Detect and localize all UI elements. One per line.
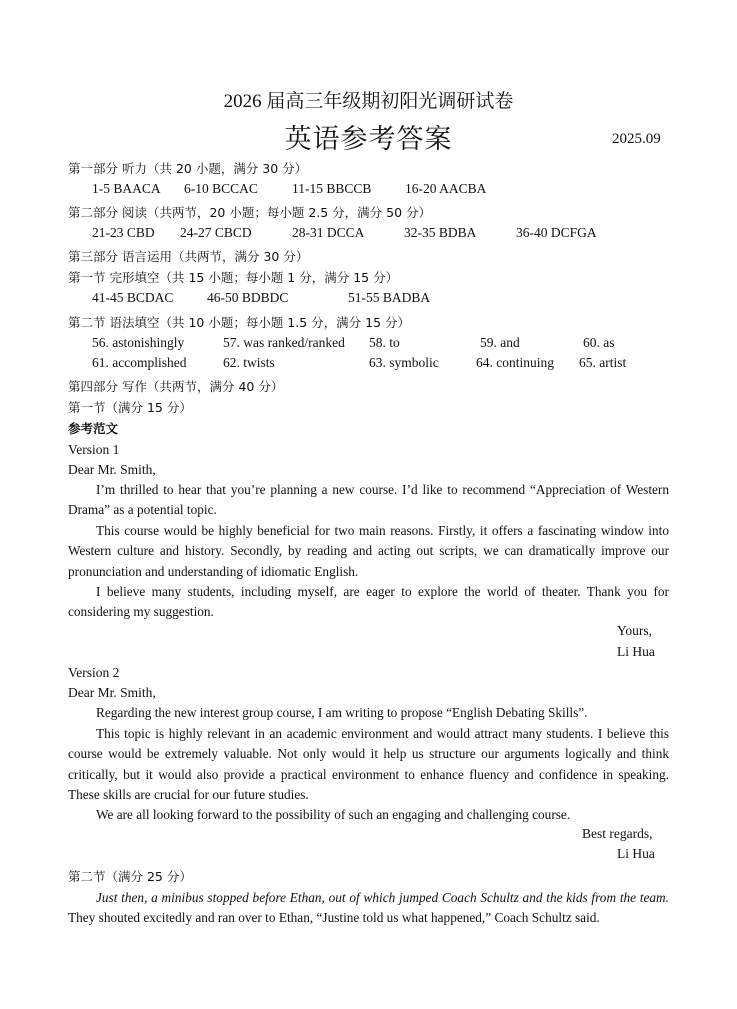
grammar-answer: 63. symbolic <box>369 355 439 370</box>
answer-group: 41-45 BCDAC <box>92 290 174 305</box>
answer-group: 36-40 DCFGA <box>516 225 597 240</box>
part3-section2-heading: 第二节 语法填空（共 10 小题；每小题 1.5 分，满分 15 分） <box>68 315 411 330</box>
grammar-answer: 62. twists <box>223 355 275 370</box>
answer-group: 51-55 BADBA <box>348 290 431 305</box>
version2-label: Version 2 <box>68 665 120 680</box>
answer-group: 6-10 BCCAC <box>184 181 258 196</box>
grammar-answer: 65. artist <box>579 355 627 370</box>
grammar-answer: 60. as <box>583 335 615 350</box>
version1-signature: Li Hua <box>617 644 655 659</box>
part4-section1-heading: 第一节（满分 15 分） <box>68 400 192 415</box>
sample-label: 参考范文 <box>68 421 119 436</box>
version2-signature: Li Hua <box>617 846 655 861</box>
grammar-answer: 56. astonishingly <box>92 335 185 350</box>
continuation-paragraph <box>68 888 669 929</box>
version2-greeting: Dear Mr. Smith, <box>68 685 156 700</box>
answer-group: 11-15 BBCCB <box>292 181 372 196</box>
document-date: 2025.09 <box>612 131 661 147</box>
answer-group: 32-35 BDBA <box>404 225 477 240</box>
document-subtitle: 英语参考答案 <box>284 124 453 154</box>
version2-paragraph: Regarding the new interest group course, I am writing to propose “English Debating Skills”. <box>96 705 588 720</box>
version2-paragraph: This topic is highly relevant in an academic environment and would attract many students. I believe this course would be extremely valuable. Not only would it help us structure our arguments logically and think critically, but it would also provide a practical environment to enhance fluency and confidence in speaking. These skills are crucial for our future studies. <box>68 726 669 803</box>
version2-closing: Best regards, <box>582 826 653 841</box>
answer-group: 28-31 DCCA <box>292 225 365 240</box>
continuation-italic-text: Just then, a minibus stopped before Ethan, out of which jumped Coach Schultz and the kids from the team. <box>96 890 669 905</box>
grammar-answer: 57. was ranked/ranked <box>223 335 345 350</box>
part2-heading: 第二部分 阅读（共两节，20 小题；每小题 2.5 分，满分 50 分） <box>68 205 432 220</box>
answer-group: 1-5 BAACA <box>92 181 161 196</box>
part1-heading: 第一部分 听力（共 20 小题，满分 30 分） <box>68 161 308 176</box>
document-title: 2026 届高三年级期初阳光调研试卷 <box>223 91 514 112</box>
continuation-text: They shouted excitedly and ran over to Ethan, “Justine told us what happened,” Coach Schultz said. <box>68 910 600 926</box>
grammar-answer: 58. to <box>369 335 400 350</box>
part3-heading: 第三部分 语言运用（共两节，满分 30 分） <box>68 249 309 264</box>
answer-group: 16-20 AACBA <box>405 181 487 196</box>
version2-paragraph: We are all looking forward to the possibility of such an engaging and challenging course. <box>96 807 571 822</box>
grammar-answer: 61. accomplished <box>92 355 187 370</box>
version1-paragraph: I believe many students, including myself, are eager to explore the world of theater. Thank you for considering my suggestion. <box>68 584 669 620</box>
answer-group: 24-27 CBCD <box>180 225 252 240</box>
version1-label: Version 1 <box>68 442 120 457</box>
answer-group: 21-23 CBD <box>92 225 155 240</box>
version1-paragraph: This course would be highly beneficial for two main reasons. Firstly, it offers a fascinating window into Western culture and history. Secondly, by reading and acting out scripts, we can dramatically improve our pronunciation and understanding of idiomatic English. <box>68 523 669 579</box>
part4-section2-heading: 第二节（满分 25 分） <box>68 869 192 884</box>
version1-greeting: Dear Mr. Smith, <box>68 462 156 477</box>
version1-paragraph: I’m thrilled to hear that you’re planning a new course. I’d like to recommend “Appreciation of Western Drama” as a potential topic. <box>68 482 669 518</box>
grammar-answer: 64. continuing <box>476 355 554 370</box>
part3-section1-heading: 第一节 完形填空（共 15 小题；每小题 1 分，满分 15 分） <box>68 270 399 285</box>
part4-heading: 第四部分 写作（共两节，满分 40 分） <box>68 379 284 394</box>
version1-closing: Yours, <box>617 623 653 638</box>
answer-group: 46-50 BDBDC <box>207 290 289 305</box>
grammar-answer: 59. and <box>480 335 520 350</box>
